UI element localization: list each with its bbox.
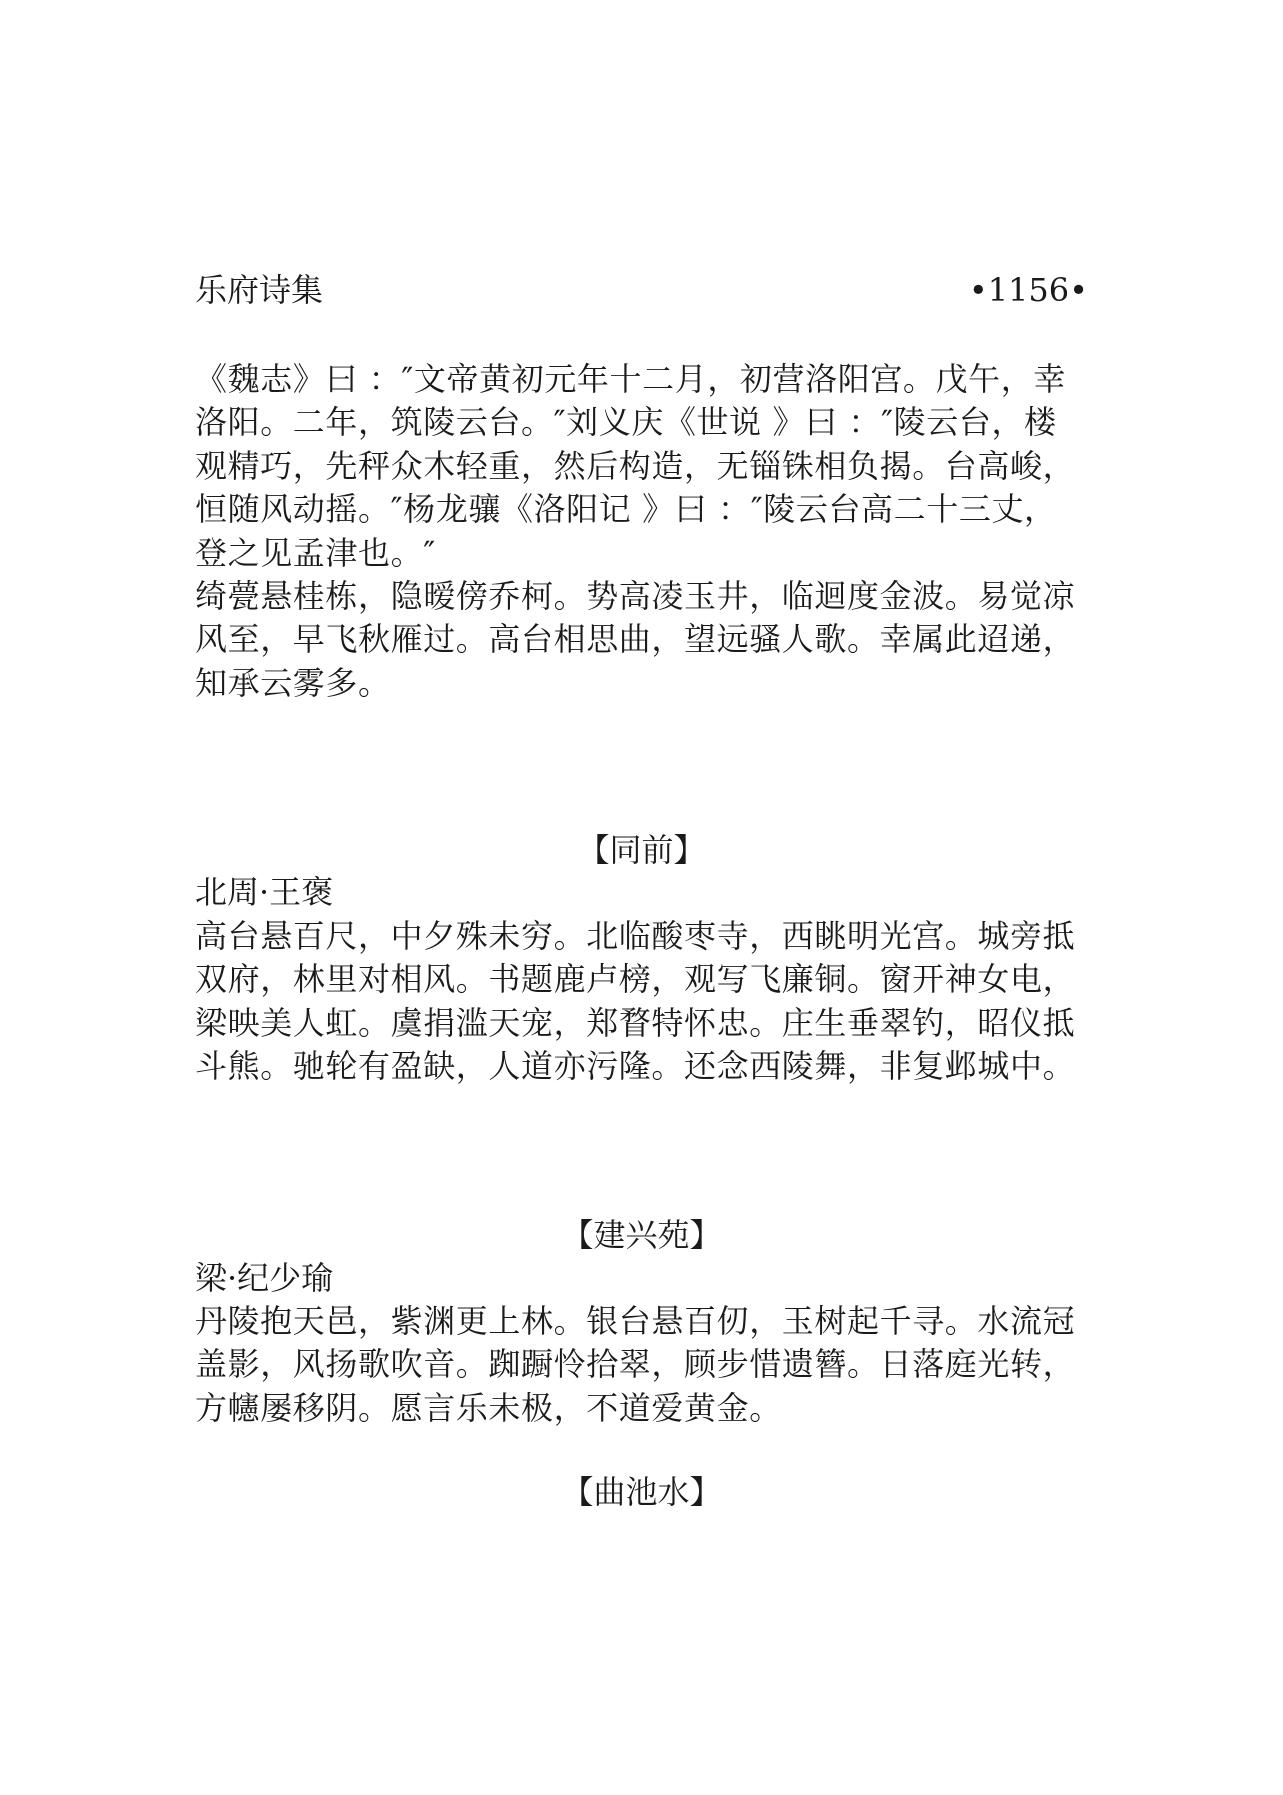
book-title: 乐府诗集 (195, 271, 324, 309)
page-number: •1156• (968, 271, 1088, 309)
document-page (195, 0, 1088, 1795)
poem-text: 丹陵抱天邑，紫渊更上林。银台悬百仞，玉树起千寻。水流冠盖影，风扬歌吹音。踟蹰怜拾翠，顾步惜遗簪。日落庭光转，方幰屡移阴。愿言乐未极，不道爱黄金。 (195, 1302, 1076, 1427)
poem-title: 【曲池水】 (561, 1473, 722, 1511)
commentary-note: 《魏志》曰 ：″文帝黄初元年十二月，初营洛阳宫。戊午，幸洛阳。二年，筑陵云台。″刘义庆《世说 》曰 ：″陵云台，楼观精巧，先秤众木轻重，然后构造，无锱铢相负揭。台高峻，恒随风动摇。″杨龙骧《洛阳记 》曰 ：″陵云台高二十三丈，登之见孟津也。″ (195, 360, 1076, 572)
poem-author: 梁·纪少瑜 (195, 1259, 334, 1297)
poem-text: 绮甍悬桂栋，隐暧傍乔柯。势高凌玉井，临迴度金波。易觉凉风至，早飞秋雁过。高台相思曲，望远骚人歌。幸属此迢递，知承云雾多。 (195, 577, 1076, 702)
page-header (195, 268, 1088, 312)
poem-title: 【同前】 (577, 831, 706, 869)
poem-title: 【建兴苑】 (561, 1216, 722, 1254)
poem-text: 高台悬百尺，中夕殊未穷。北临酸枣寺，西眺明光宫。城旁抵双府，林里对相风。书题鹿卢榜，观写飞廉铜。窗开神女电，梁映美人虹。虞捐滥天宠，郑瞀特怀忠。庄生垂翠钓，昭仪抵斗熊。驰轮有盈缺，人道亦污隆。还念西陵舞，非复邺城中。 (195, 917, 1076, 1086)
poem-author: 北周·王褒 (195, 873, 334, 911)
